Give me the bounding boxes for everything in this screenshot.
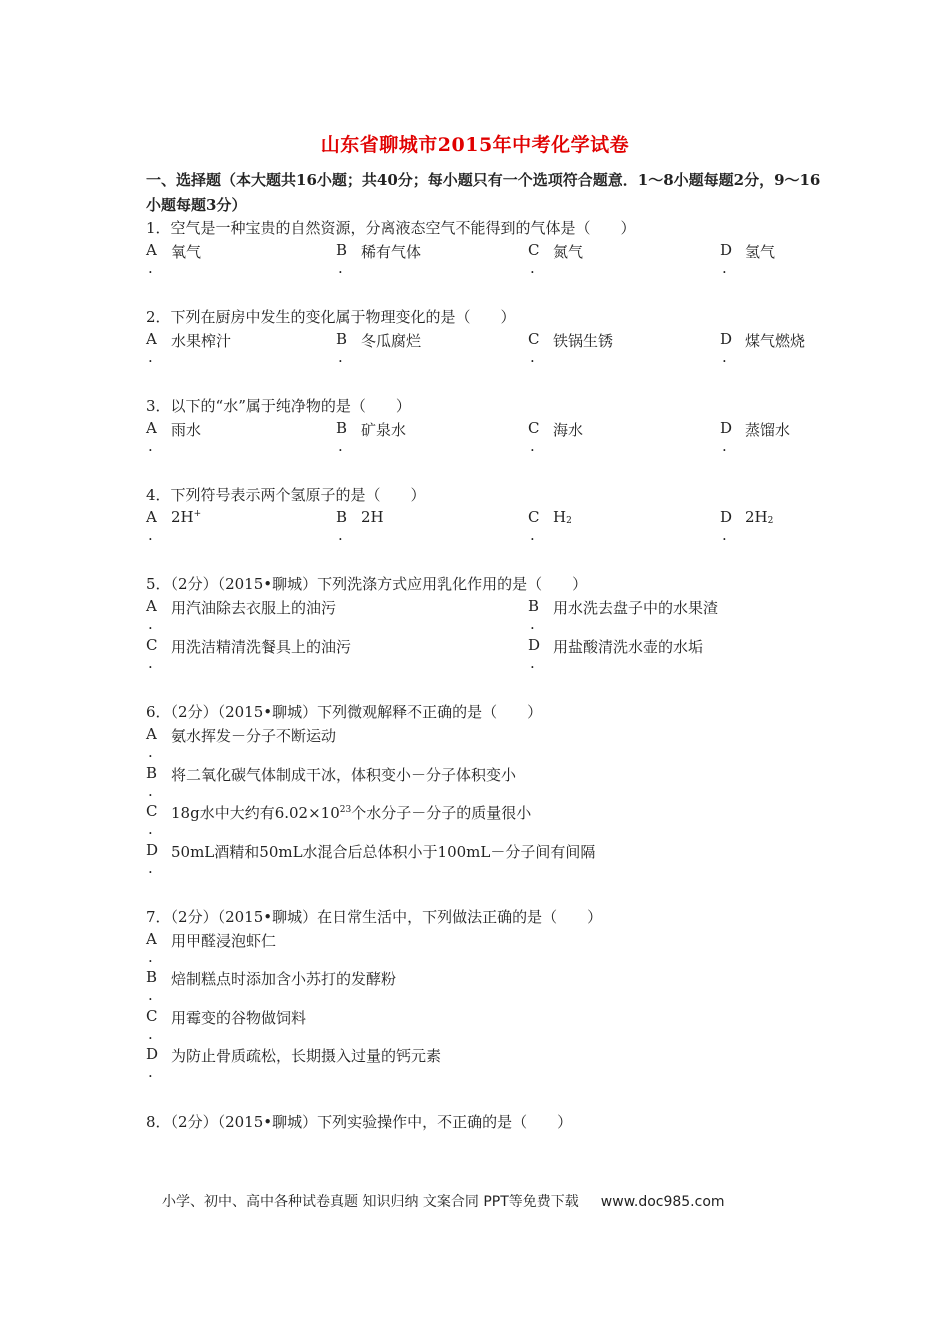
question-4-options: A . 2H+ B . 2H C . $H_2$ D . $2H_2$ <box>146 508 774 544</box>
question-6-option-c[interactable]: C . 18g水中大约有$6.02\times 10^{23}$个水分子－分子的质量很小 <box>146 802 532 838</box>
question-3-stem: 3．以下的“水”属于纯净物的是（ ） <box>146 397 411 415</box>
page-footer <box>162 1191 725 1211</box>
question-7-option-a[interactable]: A . 用甲醛浸泡虾仁 <box>146 930 277 966</box>
question-8-stem: 8．（2分）（2015•聊城）下列实验操作中，不正确的是（ ） <box>146 1113 573 1131</box>
section-heading: 一、选择题（本大题共16小题；共40分；每小题只有一个选项符合题意．1～8小题每题2分，9～16小题每题3分） <box>146 171 821 214</box>
question-6-option-b[interactable]: B . 将二氧化碳气体制成干冰，体积变小－分子体积变小 <box>146 764 517 800</box>
question-5-stem: 5．（2分）（2015•聊城）下列洗涤方式应用乳化作用的是（ ） <box>146 575 588 593</box>
question-6-option-a[interactable]: A . 氨水挥发－分子不断运动 <box>146 725 337 761</box>
question-6-option-d[interactable]: D . 50mL酒精和50mL水混合后总体积小于100mL－分子间有间隔 <box>146 841 596 877</box>
question-7-option-c[interactable]: C . 用霉变的谷物做饲料 <box>146 1007 307 1043</box>
question-7-option-d[interactable]: D . 为防止骨质疏松，长期摄入过量的钙元素 <box>146 1045 442 1081</box>
question-2-options: A . 水果榨汁 B . 冬瓜腐烂 C . 铁锅生锈 D . 煤气燃烧 <box>146 330 806 366</box>
exam-title: 山东省聊城市2015年中考化学试卷 <box>320 134 630 156</box>
question-4-stem: 4．下列符号表示两个氢原子的是（ ） <box>146 486 426 504</box>
question-5-options-row-1: A . 用汽油除去衣服上的油污 B . 用水洗去盘子中的水果渣 <box>146 597 719 633</box>
question-1-options: A . 氧气 B . 稀有气体 C . 氮气 D . 氢气 <box>146 241 776 277</box>
question-6-stem: 6．（2分）（2015•聊城）下列微观解释不正确的是（ ） <box>146 703 543 721</box>
footer-site-link[interactable]: www.doc985.com <box>600 1194 725 1210</box>
question-7-stem: 7．（2分）（2015•聊城）在日常生活中，下列做法正确的是（ ） <box>146 908 603 926</box>
question-1-stem: 1．空气是一种宝贵的自然资源，分离液态空气不能得到的气体是（ ） <box>146 219 636 237</box>
question-3-options: A . 雨水 B . 矿泉水 C . 海水 D . 蒸馏水 <box>146 419 791 455</box>
question-5-options-row-2: C . 用洗洁精清洗餐具上的油污 D . 用盐酸清洗水壶的水垢 <box>146 636 704 672</box>
question-7-option-b[interactable]: B . 焙制糕点时添加含小苏打的发酵粉 <box>146 968 397 1004</box>
footer-text: 小学、初中、高中各种试卷真题 知识归纳 文案合同 PPT等免费下载 <box>162 1194 579 1210</box>
question-2-stem: 2．下列在厨房中发生的变化属于物理变化的是（ ） <box>146 308 516 326</box>
